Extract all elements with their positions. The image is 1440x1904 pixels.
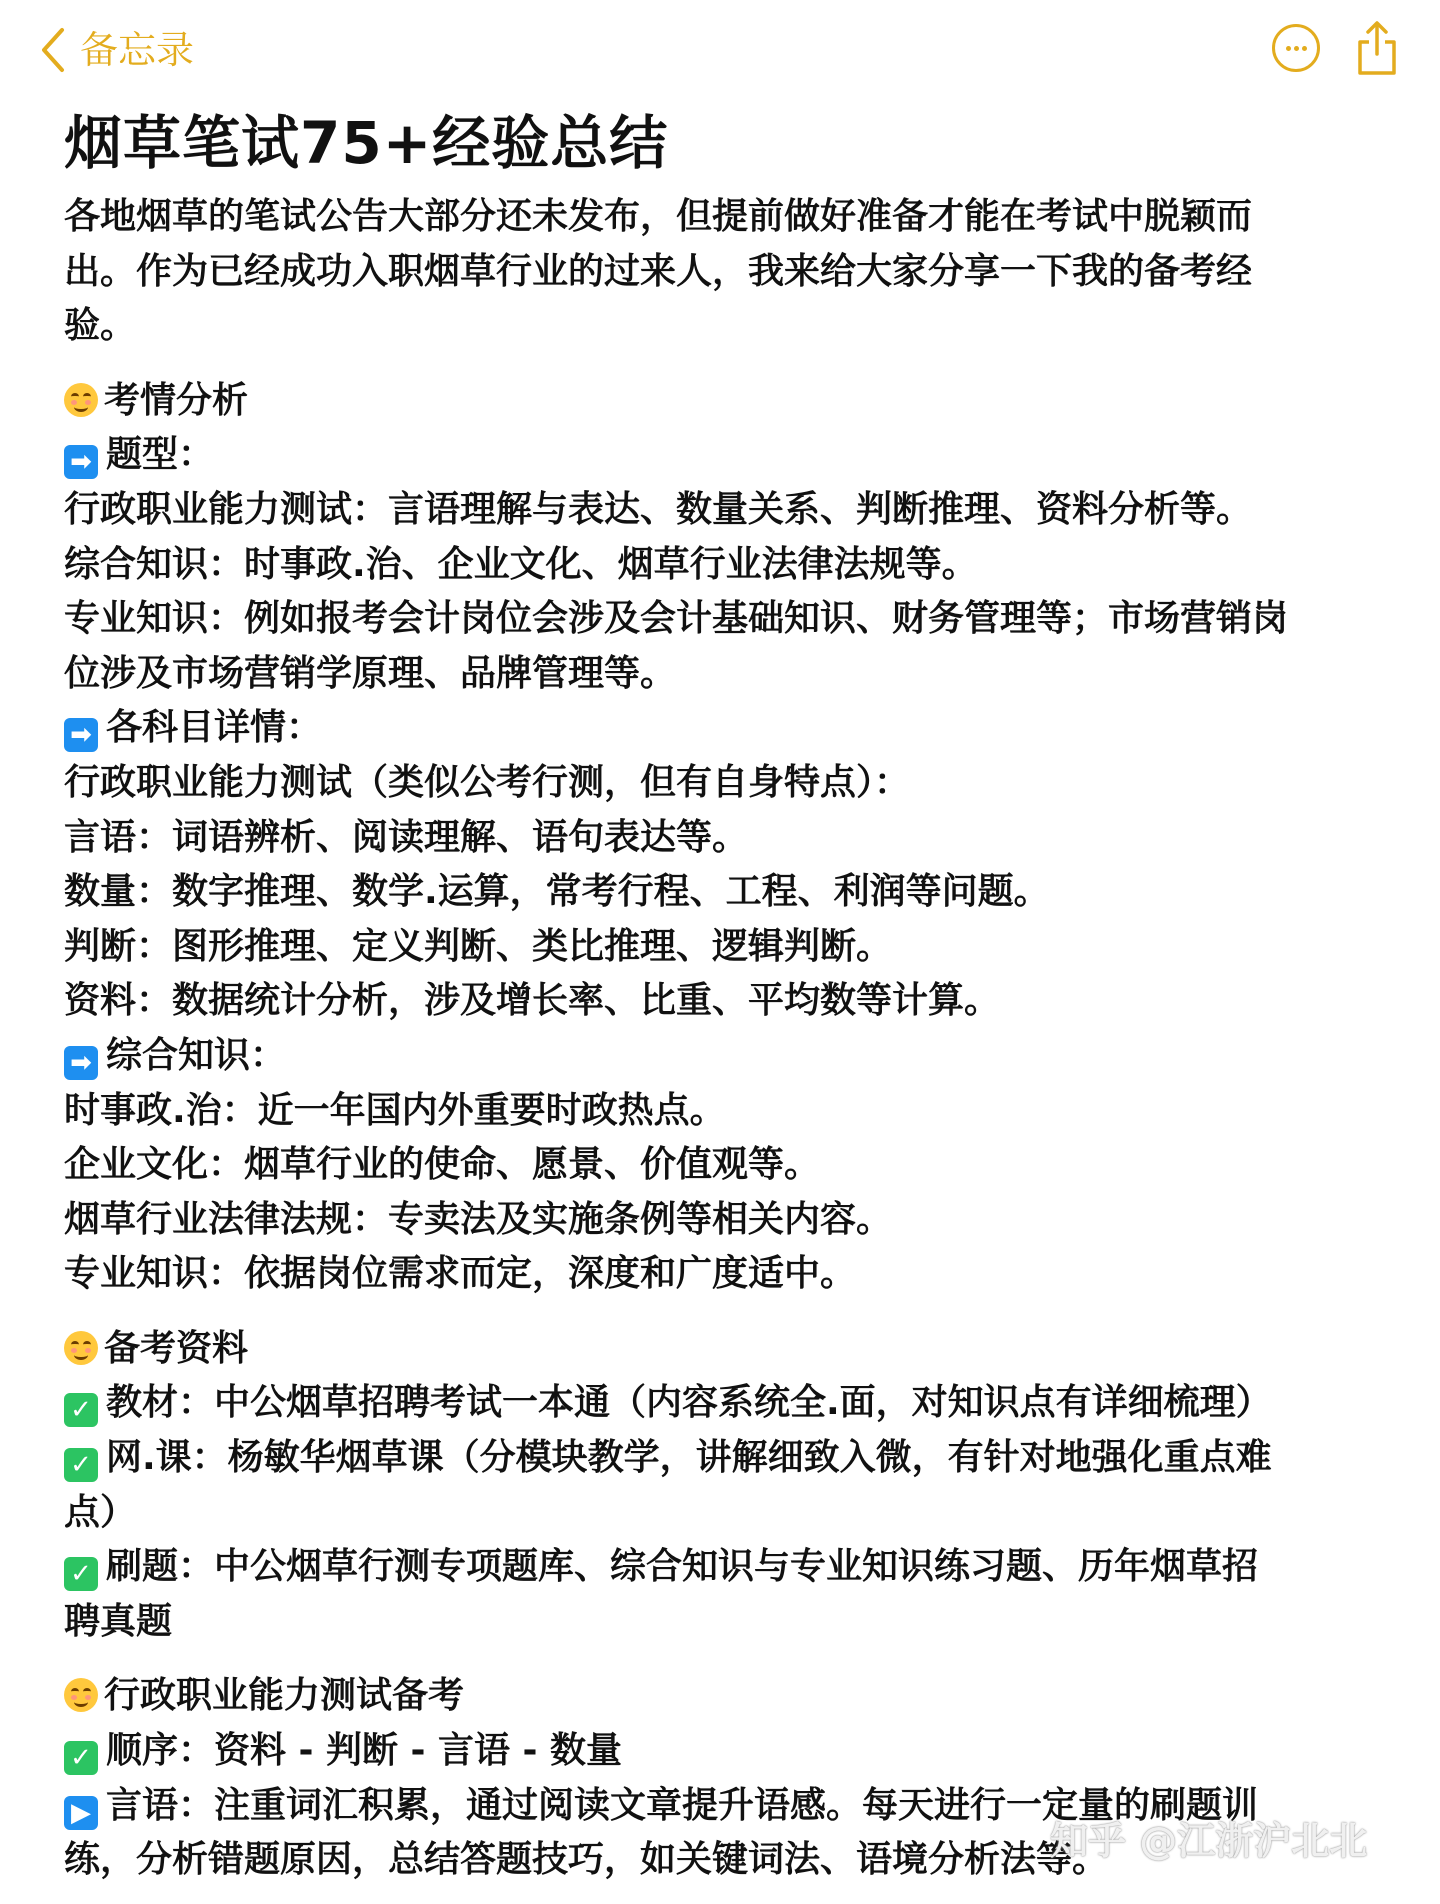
section-heading [64, 374, 1384, 429]
arrow-right-icon: ➡ [64, 1046, 98, 1080]
back-label: 备忘录 [80, 28, 195, 72]
section-heading-text: 考情分析 [104, 379, 249, 421]
check-mark-icon: ✓ [64, 1557, 98, 1591]
subheading-text: 各科目详情： [106, 707, 323, 749]
check-item-text: 顺序：资料 - 判断 - 言语 - 数量 [106, 1730, 623, 1772]
body-line: 行政职业能力测试（类似公考行测，但有自身特点）： [64, 761, 911, 803]
smile-emoji-icon [64, 1331, 98, 1365]
nav-bar [0, 0, 1440, 100]
body-line: 时事政.治：近一年国内外重要时政热点。 [64, 1089, 726, 1131]
check-item-text: 教材：中公烟草招聘考试一本通（内容系统全.面，对知识点有详细梳理） [106, 1382, 1272, 1424]
intro-line: 验。 [64, 305, 137, 347]
check-item-text: 刷题：中公烟草行测专项题库、综合知识与专业知识练习题、历年烟草招 [106, 1546, 1259, 1588]
check-item [64, 1376, 1384, 1431]
more-icon [1286, 46, 1291, 51]
check-mark-icon: ✓ [64, 1393, 98, 1427]
subheading-text: 题型： [106, 434, 215, 476]
body-line: 位涉及市场营销学原理、品牌管理等。 [64, 652, 677, 694]
body-line: 烟草行业法律法规：专卖法及实施条例等相关内容。 [64, 1198, 893, 1240]
play-item-text: 言语：注重词汇积累，通过阅读文章提升语感。每天进行一定量的刷题训 [106, 1784, 1259, 1826]
subheading [64, 428, 1384, 483]
more-icon-dot [1294, 46, 1299, 51]
play-icon: ▶ [64, 1796, 98, 1830]
section-heading-text: 行政职业能力测试备考 [104, 1675, 465, 1717]
back-button[interactable] [40, 22, 194, 78]
subheading-text: 综合知识： [106, 1034, 287, 1076]
arrow-right-icon: ➡ [64, 718, 98, 752]
smile-emoji-icon [64, 383, 98, 417]
body-line: 数量：数字推理、数学.运算，常考行程、工程、利润等问题。 [64, 871, 1050, 913]
chevron-left-icon [40, 27, 66, 73]
arrow-right-icon: ➡ [64, 445, 98, 479]
check-mark-icon: ✓ [64, 1448, 98, 1482]
intro-line: 各地烟草的笔试公告大部分还未发布，但提前做好准备才能在考试中脱颖而 [64, 196, 1253, 237]
check-item [64, 1540, 1384, 1595]
body-line: 判断：图形推理、定义判断、类比推理、逻辑判断。 [64, 925, 893, 967]
check-item [64, 1724, 1384, 1779]
section-heading [64, 1322, 1384, 1377]
section-heading [64, 1669, 1384, 1724]
body-line: 资料：数据统计分析，涉及增长率、比重、平均数等计算。 [64, 980, 1001, 1022]
note-title: 烟草笔试75+经验总结 [64, 109, 669, 177]
more-icon-dot [1302, 46, 1307, 51]
smile-emoji-icon [64, 1678, 98, 1712]
watermark: 知乎 @江浙沪北北 [1050, 1819, 1368, 1863]
body-line: 企业文化：烟草行业的使命、愿景、价值观等。 [64, 1144, 821, 1186]
body-line: 行政职业能力测试：言语理解与表达、数量关系、判断推理、资料分析等。 [64, 488, 1253, 530]
check-mark-icon: ✓ [64, 1741, 98, 1775]
body-line: 言语：词语辨析、阅读理解、语句表达等。 [64, 816, 749, 858]
body-line: 聘真题 [64, 1600, 173, 1642]
share-icon[interactable] [1354, 18, 1400, 78]
check-item [64, 1431, 1384, 1486]
more-button[interactable] [1272, 24, 1320, 72]
note-body[interactable] [64, 96, 1384, 1888]
body-line: 专业知识：依据岗位需求而定，深度和广度适中。 [64, 1253, 857, 1295]
subheading [64, 701, 1384, 756]
body-line: 专业知识：例如报考会计岗位会涉及会计基础知识、财务管理等；市场营销岗 [64, 598, 1289, 640]
body-line: 点） [64, 1491, 137, 1533]
intro-line: 出。作为已经成功入职烟草行业的过来人，我来给大家分享一下我的备考经 [64, 250, 1253, 292]
section-heading-text: 备考资料 [104, 1327, 249, 1369]
body-line: 综合知识：时事政.治、企业文化、烟草行业法律法规等。 [64, 543, 978, 585]
body-line: 练，分析错题原因，总结答题技巧，如关键词法、语境分析法等。 [64, 1839, 1109, 1881]
subheading [64, 1029, 1384, 1084]
check-item-text: 网.课：杨敏华烟草课（分模块教学，讲解细致入微，有针对地强化重点难 [106, 1437, 1272, 1479]
